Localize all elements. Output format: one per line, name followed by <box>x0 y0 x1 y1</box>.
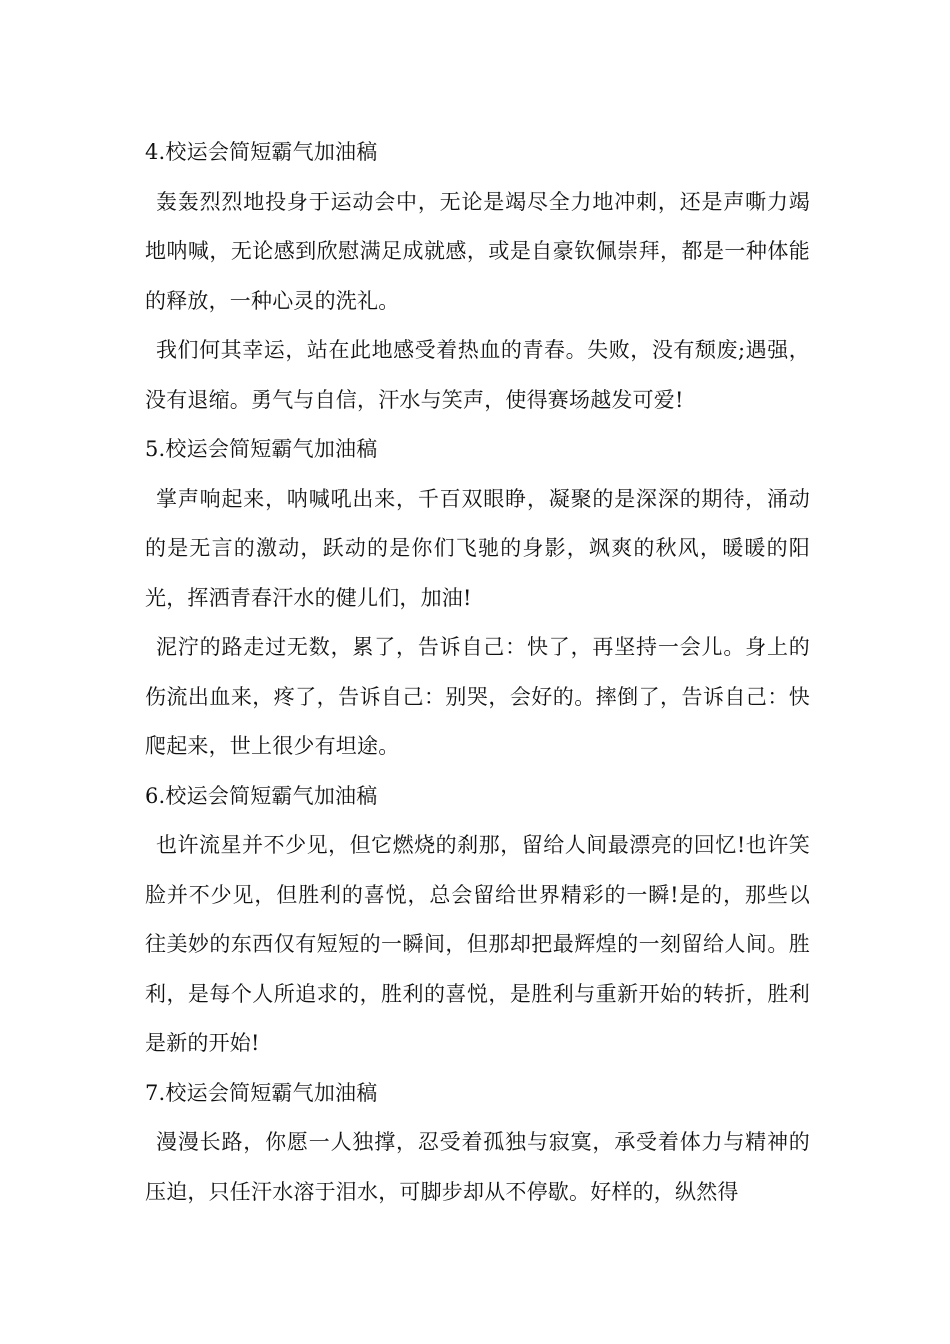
section-4-paragraph-2: 我们何其幸运，站在此地感受着热血的青春。失败，没有颓废;遇强，没有退缩。勇气与自信，汗水与笑声，使得赛场越发可爱! <box>145 338 810 412</box>
section-heading-5: 5.校运会简短霸气加油稿 <box>145 437 378 461</box>
section-5-paragraph-1: 掌声响起来，呐喊吼出来，千百双眼睁，凝聚的是深深的期待，涌动的是无言的激动，跃动的是你们飞驰的身影，飒爽的秋风，暖暖的阳光，挥洒青春汗水的健儿们，加油! <box>145 486 810 610</box>
section-6-paragraph-1: 也许流星并不少见，但它燃烧的刹那，留给人间最漂亮的回忆!也许笑脸并不少见，但胜利的喜悦，总会留给世界精彩的一瞬!是的，那些以往美妙的东西仅有短短的一瞬间，但那却把最辉煌的一刻留给人间。胜利，是每个人所追求的，胜利的喜悦，是胜利与重新开始的转折，胜利是新的开始! <box>145 833 810 1055</box>
section-heading-7: 7.校运会简短霸气加油稿 <box>145 1080 378 1105</box>
section-4-paragraph-1: 轰轰烈烈地投身于运动会中，无论是竭尽全力地冲刺，还是声嘶力竭地呐喊，无论感到欣慰满足成就感，或是自豪钦佩崇拜，都是一种体能的释放，一种心灵的洗礼。 <box>145 189 810 313</box>
section-heading-4: 4.校运会简短霸气加油稿 <box>145 140 378 164</box>
section-5-paragraph-2: 泥泞的路走过无数，累了，告诉自己：快了，再坚持一会儿。身上的伤流出血来，疼了，告诉自己：别哭，会好的。摔倒了，告诉自己：快爬起来，世上很少有坦途。 <box>145 635 810 758</box>
section-heading-6: 6.校运会简短霸气加油稿 <box>145 783 378 808</box>
document-body <box>145 128 810 1217</box>
section-7-paragraph-1: 漫漫长路，你愿一人独撑，忍受着孤独与寂寞，承受着体力与精神的压迫，只任汗水溶于泪水，可脚步却从不停歇。好样的，纵然得 <box>145 1130 810 1204</box>
